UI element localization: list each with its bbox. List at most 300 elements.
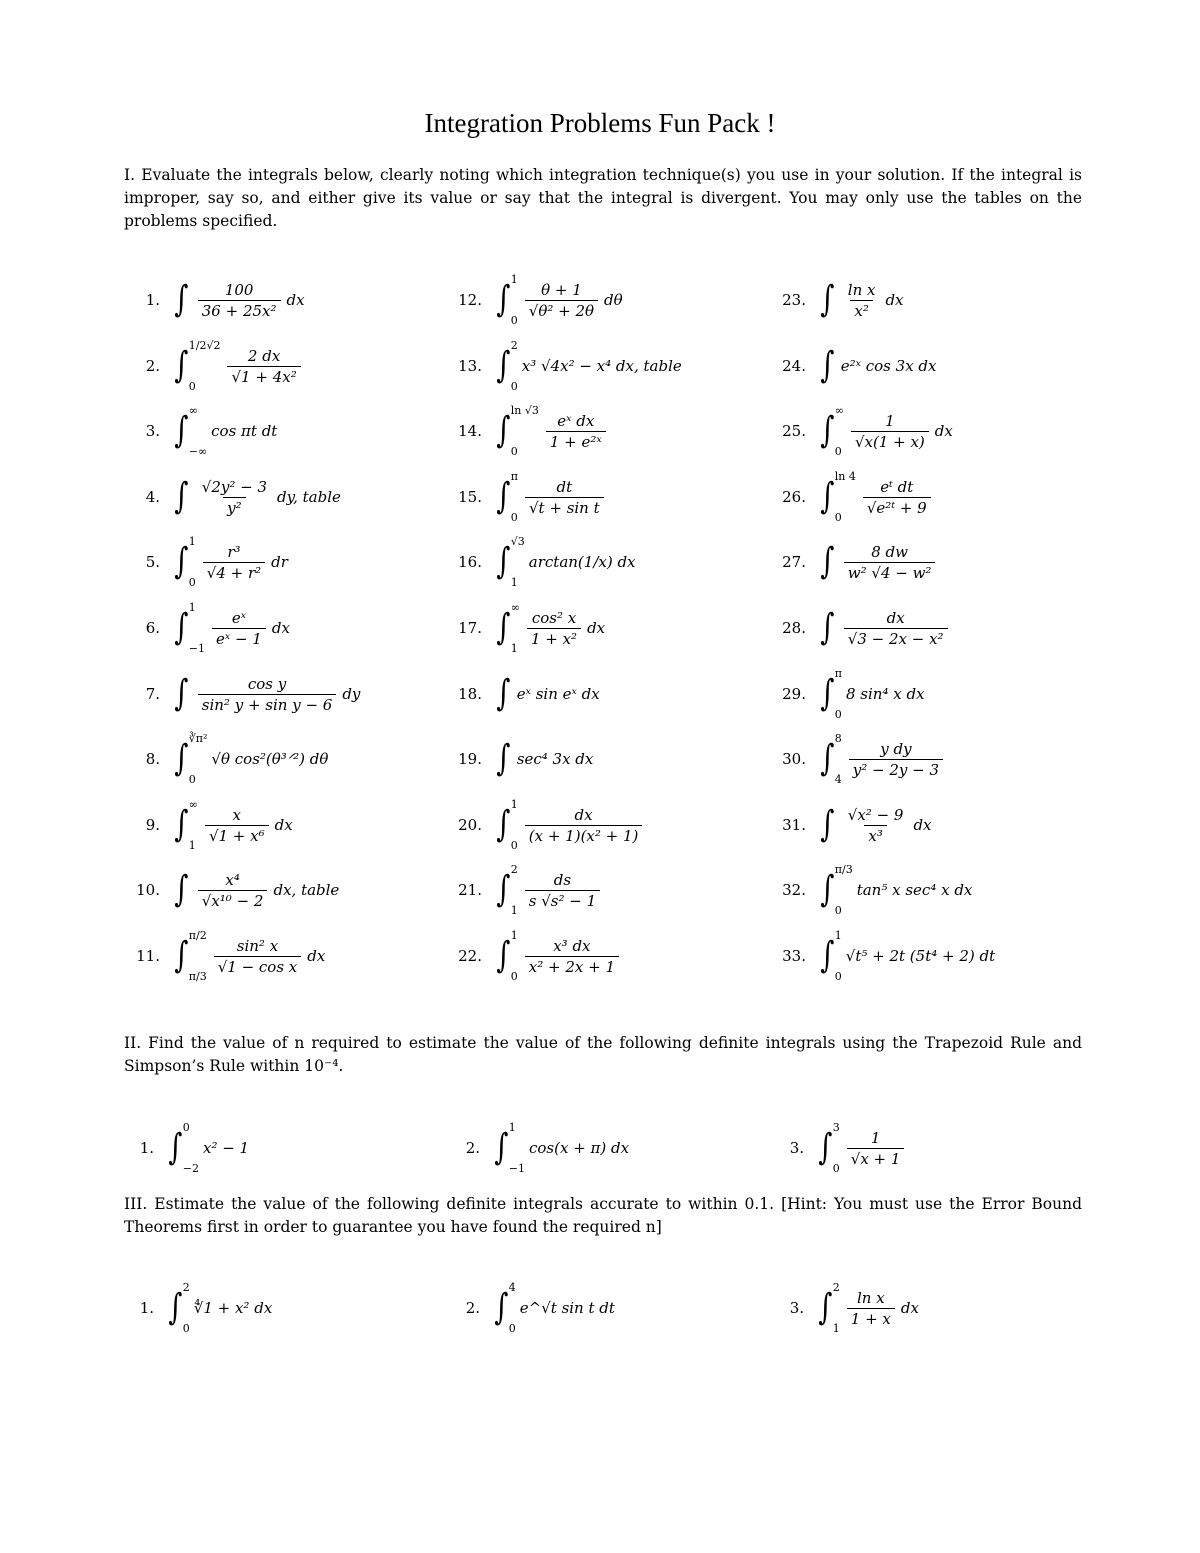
integral-sign (172, 929, 207, 983)
problem-item (774, 532, 938, 592)
integral-sign (494, 798, 518, 852)
integral-expression (818, 470, 934, 524)
integral-expression (492, 1281, 615, 1335)
integral-expression (172, 929, 325, 983)
problem-item (130, 598, 290, 658)
problem-item (130, 1278, 272, 1338)
problem-item (130, 467, 341, 527)
denominator: sin² y + sin y − 6 (198, 694, 337, 714)
problem-number: 8. (145, 750, 160, 768)
fraction (212, 609, 266, 648)
integral-expression (494, 404, 609, 458)
upper-limit: π (834, 667, 842, 680)
denominator: eˣ − 1 (212, 628, 266, 648)
denominator: 1 + e²ˣ (546, 431, 606, 451)
integral-sign (818, 607, 837, 648)
integral-symbol: ∫ (820, 738, 835, 779)
integral-sign (494, 535, 525, 589)
integral-symbol: ∫ (174, 935, 189, 976)
lower-limit: 0 (188, 773, 196, 786)
integral-limits (509, 1281, 516, 1335)
problem-number: 2. (145, 357, 160, 375)
fraction (863, 478, 931, 517)
upper-limit: √3 (510, 535, 525, 548)
problem-number: 16. (458, 553, 482, 571)
fraction (198, 478, 271, 517)
integral-expression (818, 543, 938, 582)
problem-number: 3. (145, 422, 160, 440)
integral-limits (835, 404, 844, 458)
problem-number: 2. (465, 1139, 480, 1157)
problem-number: 13. (458, 357, 482, 375)
integral-sign (172, 601, 205, 655)
integral-expression (172, 281, 305, 320)
problem-item (774, 860, 972, 920)
integral-expression (494, 535, 636, 589)
problem-item (774, 598, 951, 658)
differential: dx (934, 422, 953, 440)
fraction (203, 543, 265, 582)
upper-limit: ∛π² (188, 732, 208, 745)
problem-item (456, 1118, 629, 1178)
fraction (525, 806, 643, 845)
upper-limit: 1 (188, 601, 196, 614)
problem-item (774, 401, 953, 461)
integral-symbol: ∫ (496, 607, 511, 648)
integral-limits (511, 404, 539, 458)
integral-symbol: ∫ (496, 935, 511, 976)
integral-sign (494, 339, 518, 393)
integrand: 8 sin⁴ x dx (846, 685, 925, 703)
integral-limits (189, 601, 205, 655)
integral-sign (172, 404, 207, 458)
integrand: sec⁴ 3x dx (516, 750, 594, 768)
differential: dx (900, 1299, 919, 1317)
fraction (847, 1289, 895, 1328)
numerator: 100 (224, 280, 254, 299)
integrand: e²ˣ cos 3x dx (840, 357, 937, 375)
fraction (527, 609, 581, 648)
upper-limit: 0 (182, 1121, 190, 1134)
upper-limit: π (510, 470, 518, 483)
integral-symbol: ∫ (818, 1127, 833, 1168)
numerator: θ + 1 (541, 280, 582, 299)
problem-number: 3. (789, 1299, 804, 1317)
problem-item (450, 795, 645, 855)
integral-expression (172, 339, 304, 393)
integral-sign (816, 1121, 840, 1175)
fraction (525, 478, 604, 517)
upper-limit: π/2 (188, 929, 207, 942)
upper-limit: π/3 (834, 863, 853, 876)
integral-sign (818, 863, 853, 917)
numerator: ln x (847, 280, 876, 299)
differential: dy, table (277, 488, 341, 506)
denominator: √x¹⁰ − 2 (198, 890, 268, 910)
integral-symbol: ∫ (174, 804, 189, 845)
problem-number: 27. (782, 553, 806, 571)
problem-item (130, 1118, 249, 1178)
lower-limit: 0 (510, 970, 518, 983)
integrand: e^√t sin t dt (519, 1299, 615, 1317)
denominator: √1 + 4x² (227, 366, 300, 386)
fraction (227, 347, 300, 386)
integral-symbol: ∫ (496, 673, 511, 714)
problem-number: 28. (782, 619, 806, 637)
integral-limits (835, 929, 842, 983)
upper-limit: 2 (510, 863, 518, 876)
lower-limit: 0 (510, 445, 518, 458)
numerator: x (232, 805, 242, 824)
lower-limit: 4 (834, 773, 842, 786)
integral-sign (818, 804, 837, 845)
lower-limit: −1 (508, 1162, 525, 1175)
integral-expression (494, 738, 594, 779)
lower-limit: π/3 (188, 970, 207, 983)
lower-limit: 0 (510, 511, 518, 524)
problem-item (450, 467, 607, 527)
integrand: x³ √4x² − x⁴ dx, table (521, 357, 682, 375)
numerator: x³ dx (553, 936, 591, 955)
lower-limit: 1 (510, 642, 518, 655)
integral-limits (189, 339, 221, 393)
problem-number: 23. (782, 291, 806, 309)
problem-number: 29. (782, 685, 806, 703)
fraction (198, 281, 281, 320)
integral-symbol: ∫ (820, 673, 835, 714)
integral-symbol: ∫ (820, 410, 835, 451)
integral-sign (494, 929, 518, 983)
numerator: 8 dw (871, 542, 908, 561)
integrand: tan⁵ x sec⁴ x dx (856, 881, 973, 899)
problem-item (780, 1278, 919, 1338)
numerator: dx (886, 608, 905, 627)
problem-item (450, 926, 622, 986)
integral-symbol: ∫ (820, 345, 835, 386)
numerator: ln x (856, 1288, 885, 1307)
fraction (844, 609, 948, 648)
lower-limit: 0 (834, 970, 842, 983)
integral-expression (818, 345, 937, 386)
upper-limit: ∞ (188, 798, 198, 811)
integral-expression (818, 863, 972, 917)
integral-symbol: ∫ (174, 738, 189, 779)
integral-limits (835, 470, 856, 524)
problem-number: 26. (782, 488, 806, 506)
problem-number: 5. (145, 553, 160, 571)
problem-item (130, 795, 293, 855)
integral-symbol: ∫ (174, 476, 189, 517)
numerator: 1 (870, 1128, 881, 1147)
problem-item (450, 729, 593, 789)
denominator: 1 + x² (527, 628, 581, 648)
integral-sign (172, 869, 191, 910)
problem-number: 33. (782, 947, 806, 965)
integral-expression (818, 404, 953, 458)
upper-limit: 1 (510, 273, 518, 286)
integral-expression (172, 675, 360, 714)
differential: dx (913, 816, 932, 834)
integral-expression (494, 673, 600, 714)
integral-limits (189, 732, 208, 786)
integral-expression (166, 1121, 249, 1175)
integral-expression (818, 281, 904, 320)
section2-intro: II. Find the value of n required to estimate the value of the following definite integrals using the Trapezoid Rule and Simpson’s Rule within 10⁻⁴. (124, 1034, 1082, 1075)
integral-limits (511, 601, 520, 655)
problem-item (780, 1118, 907, 1178)
problem-item (450, 598, 605, 658)
integral-symbol: ∫ (496, 869, 511, 910)
numerator: y dy (880, 739, 912, 758)
denominator: w² √4 − w² (844, 562, 936, 582)
integral-limits (189, 404, 207, 458)
numerator: sin² x (236, 936, 279, 955)
problem-item (774, 926, 995, 986)
integral-sign (818, 404, 844, 458)
fraction (198, 871, 268, 910)
numerator: 1 (885, 411, 895, 430)
lower-limit: 1 (188, 839, 196, 852)
differential: dx (271, 619, 290, 637)
problem-item (774, 467, 934, 527)
integral-limits (183, 1281, 190, 1335)
lower-limit: 0 (510, 839, 518, 852)
fraction (546, 412, 606, 451)
upper-limit: 1 (510, 798, 518, 811)
integral-symbol: ∫ (496, 541, 511, 582)
numerator: √2y² − 3 (201, 477, 268, 496)
upper-limit: 1/2√2 (188, 339, 221, 352)
differential: dx (286, 291, 305, 309)
integral-expression (818, 806, 932, 845)
problem-item (774, 729, 946, 789)
integral-sign (172, 476, 191, 517)
integral-expression (172, 732, 328, 786)
integral-sign (172, 535, 196, 589)
differential: dr (271, 553, 288, 571)
integral-limits (511, 470, 518, 524)
integral-sign (818, 541, 837, 582)
numerator: 2 dx (247, 346, 281, 365)
numerator: x⁴ (225, 870, 240, 889)
integral-sign (492, 1281, 516, 1335)
integral-symbol: ∫ (820, 935, 835, 976)
lower-limit: −∞ (188, 445, 208, 458)
denominator: y² (223, 497, 246, 517)
fraction (205, 806, 269, 845)
integral-expression (172, 798, 293, 852)
integral-expression (166, 1281, 272, 1335)
problem-number: 30. (782, 750, 806, 768)
integral-symbol: ∫ (174, 673, 189, 714)
denominator: 1 + x (847, 1308, 895, 1328)
problem-item (130, 860, 339, 920)
fraction (847, 1129, 905, 1168)
fraction (214, 937, 302, 976)
problem-item (450, 664, 600, 724)
fraction (844, 543, 936, 582)
integral-limits (511, 273, 518, 327)
integral-limits (835, 863, 853, 917)
upper-limit: 1 (834, 929, 842, 942)
lower-limit: −2 (182, 1162, 199, 1175)
differential: dθ (604, 291, 623, 309)
problem-item (774, 336, 936, 396)
fraction (849, 740, 943, 779)
integral-expression (172, 478, 341, 517)
numerator: eˣ dx (557, 411, 595, 430)
integral-expression (494, 470, 607, 524)
lower-limit: 0 (508, 1322, 516, 1335)
problem-number: 1. (139, 1299, 154, 1317)
problem-number: 12. (458, 291, 482, 309)
problem-item (456, 1278, 615, 1338)
integral-limits (835, 667, 842, 721)
differential: dy (342, 685, 361, 703)
problem-item (130, 336, 304, 396)
integral-expression (818, 929, 995, 983)
problem-item (130, 532, 288, 592)
problem-number: 11. (136, 947, 160, 965)
integral-sign (494, 273, 518, 327)
problem-number: 18. (458, 685, 482, 703)
problem-number: 19. (458, 750, 482, 768)
integral-expression (494, 863, 603, 917)
integral-expression (818, 667, 925, 721)
integral-sign (818, 279, 837, 320)
fraction (198, 675, 337, 714)
problem-number: 9. (145, 816, 160, 834)
integral-sign (172, 673, 191, 714)
problem-item (450, 401, 609, 461)
problem-number: 32. (782, 881, 806, 899)
integral-expression (818, 609, 951, 648)
denominator: √1 − cos x (214, 956, 302, 976)
integrand: ∜1 + x² dx (193, 1299, 273, 1317)
problem-number: 21. (458, 881, 482, 899)
numerator: dx (574, 805, 593, 824)
problem-item (130, 270, 305, 330)
integral-symbol: ∫ (168, 1287, 183, 1328)
integral-symbol: ∫ (496, 738, 511, 779)
upper-limit: 1 (508, 1121, 516, 1134)
lower-limit: −1 (188, 642, 205, 655)
denominator: √x + 1 (847, 1148, 905, 1168)
problem-item (130, 926, 325, 986)
integral-limits (189, 535, 196, 589)
integral-expression (816, 1121, 907, 1175)
denominator: √t + sin t (525, 497, 604, 517)
problem-number: 17. (458, 619, 482, 637)
integral-sign (494, 673, 513, 714)
lower-limit: 0 (834, 708, 842, 721)
integral-symbol: ∫ (820, 541, 835, 582)
integral-sign (166, 1121, 199, 1175)
integrand: √t⁵ + 2t (5t⁴ + 2) dt (845, 947, 996, 965)
problem-number: 15. (458, 488, 482, 506)
lower-limit: 0 (834, 904, 842, 917)
integral-limits (189, 798, 198, 852)
integral-expression (172, 404, 277, 458)
differential: dx, table (273, 881, 340, 899)
problem-number: 25. (782, 422, 806, 440)
numerator: eᵗ dt (880, 477, 914, 496)
integral-expression (172, 601, 290, 655)
integral-symbol: ∫ (174, 607, 189, 648)
integral-symbol: ∫ (174, 541, 189, 582)
integral-expression (172, 871, 339, 910)
differential: dx (885, 291, 904, 309)
integral-symbol: ∫ (820, 476, 835, 517)
integrand: √θ cos²(θ³ᐟ²) dθ (211, 750, 329, 768)
integral-limits (511, 339, 518, 393)
problem-number: 20. (458, 816, 482, 834)
problem-number: 7. (145, 685, 160, 703)
problem-number: 14. (458, 422, 482, 440)
upper-limit: ln √3 (510, 404, 539, 417)
integral-limits (511, 798, 518, 852)
problem-item (774, 664, 925, 724)
upper-limit: ∞ (834, 404, 844, 417)
integral-expression (816, 1281, 919, 1335)
lower-limit: 0 (188, 380, 196, 393)
integral-expression (494, 929, 622, 983)
lower-limit: 1 (510, 576, 518, 589)
integral-symbol: ∫ (820, 279, 835, 320)
problem-number: 1. (139, 1139, 154, 1157)
problem-number: 10. (136, 881, 160, 899)
problem-number: 24. (782, 357, 806, 375)
upper-limit: ∞ (188, 404, 198, 417)
fraction (851, 412, 929, 451)
numerator: cos² x (531, 608, 577, 627)
integral-sign (172, 339, 220, 393)
integral-expression (494, 273, 623, 327)
section1-intro: I. Evaluate the integrals below, clearly noting which integration technique(s) you use in your solution. If the integral is improper, say so, and either give its value or say that the integral is divergent. You may only use the tables on the problems specified. (124, 166, 1082, 230)
integral-symbol: ∫ (496, 345, 511, 386)
integral-symbol: ∫ (496, 476, 511, 517)
numerator: cos y (247, 674, 287, 693)
integral-symbol: ∫ (496, 410, 511, 451)
fraction (525, 937, 619, 976)
differential: dx (587, 619, 606, 637)
denominator: √e²ᵗ + 9 (863, 497, 931, 517)
fraction (844, 806, 908, 845)
lower-limit: 1 (510, 904, 518, 917)
integral-sign (816, 1281, 840, 1335)
problem-item (450, 860, 603, 920)
integral-limits (833, 1281, 840, 1335)
problem-number: 22. (458, 947, 482, 965)
integral-sign (494, 404, 539, 458)
integral-symbol: ∫ (174, 279, 189, 320)
problem-number: 4. (145, 488, 160, 506)
integral-sign (818, 470, 856, 524)
denominator: s √s² − 1 (525, 890, 600, 910)
differential: dx (274, 816, 293, 834)
problem-item (130, 401, 277, 461)
integral-symbol: ∫ (820, 804, 835, 845)
denominator: √3 − 2x − x² (844, 628, 948, 648)
integral-sign (818, 345, 837, 386)
integral-symbol: ∫ (496, 279, 511, 320)
integral-sign (494, 738, 513, 779)
integral-expression (494, 798, 645, 852)
lower-limit: 0 (834, 511, 842, 524)
fraction (525, 281, 598, 320)
problem-item (774, 270, 904, 330)
upper-limit: 4 (508, 1281, 516, 1294)
